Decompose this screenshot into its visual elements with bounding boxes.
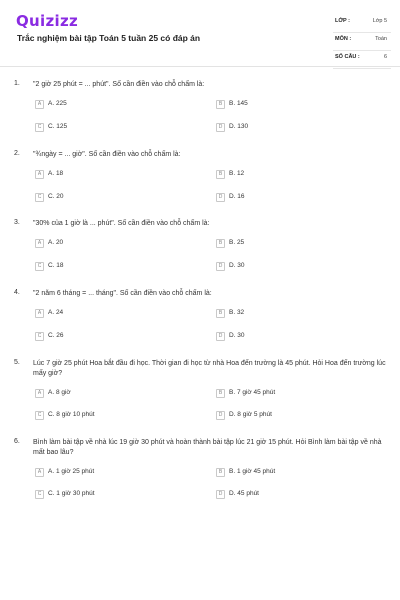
question-number: 6. (14, 438, 20, 445)
meta-key: SỐ CÂU : (335, 54, 360, 60)
option-label: B. 12 (229, 170, 245, 177)
option-label: A. 1 giờ 25 phút (48, 468, 95, 475)
question-number: 1. (14, 80, 20, 87)
meta-key: LỚP : (335, 18, 350, 24)
option-label: A. 18 (48, 170, 64, 177)
option-label: A. 24 (48, 309, 64, 316)
option-letter-box: B (216, 309, 225, 318)
option-letter-box: D (216, 193, 225, 202)
question-number: 2. (14, 150, 20, 157)
option-label: A. 20 (48, 239, 64, 246)
option-letter-box: B (216, 170, 225, 179)
option-label: D. 45 phút (229, 490, 259, 497)
option-label: C. 18 (48, 262, 64, 269)
option-label: A. 225 (48, 100, 67, 107)
option-label: B. 25 (229, 239, 245, 246)
question-number: 4. (14, 289, 20, 296)
option-letter-box: B (216, 239, 225, 248)
option-label: A. 8 giờ (48, 389, 71, 396)
option-letter-box: B (216, 389, 225, 398)
option-label: C. 8 giờ 10 phút (48, 411, 95, 418)
header-divider (0, 66, 400, 67)
meta-row-subject (333, 33, 391, 51)
option-label: D. 30 (229, 332, 245, 339)
option-label: D. 16 (229, 193, 245, 200)
option-label: D. 8 giờ 5 phút (229, 411, 272, 418)
quizizz-logo: Quizizz (16, 12, 79, 30)
question-text: Lúc 7 giờ 25 phút Hoa bắt đầu đi học. Thời gian đi học từ nhà Hoa đến trường là 45 phút. Hỏi Hoa đến trường lúc mấy giờ? (33, 360, 386, 377)
option-letter-box: B (216, 100, 225, 109)
question-number: 3. (14, 219, 20, 226)
option-label: B. 1 giờ 45 phút (229, 468, 276, 475)
question-text: "2 năm 6 tháng = ... tháng". Số cần điền vào chỗ chấm là: (33, 290, 212, 297)
option-label: B. 145 (229, 100, 248, 107)
question-number: 5. (14, 359, 20, 366)
meta-value: Lớp 5 (372, 18, 387, 24)
option-letter-box: C (35, 193, 44, 202)
option-label: B. 32 (229, 309, 245, 316)
option-letter-box: A (35, 239, 44, 248)
option-letter-box: A (35, 309, 44, 318)
question-text: Bình làm bài tập về nhà lúc 19 giờ 30 phút và hoàn thành bài tập lúc 21 giờ 15 phút. Hỏi Bình làm bài tập về nhà mất bao lâu? (33, 439, 382, 456)
option-label: C. 125 (48, 123, 68, 130)
question-text: "¾ngày = ... giờ". Số cần điền vào chỗ chấm là: (33, 151, 181, 158)
worksheet-title: Trắc nghiệm bài tập Toán 5 tuần 25 có đáp án (17, 33, 201, 43)
worksheet-meta (333, 15, 391, 69)
option-letter-box: C (35, 123, 44, 132)
option-letter-box: C (35, 332, 44, 341)
option-letter-box: D (216, 262, 225, 271)
option-letter-box: C (35, 490, 44, 499)
option-label: D. 130 (229, 123, 249, 130)
meta-value: 6 (383, 54, 387, 60)
option-label: C. 1 giờ 30 phút (48, 490, 95, 497)
option-letter-box: D (216, 332, 225, 341)
option-label: D. 30 (229, 262, 245, 269)
meta-value: Toán (375, 36, 387, 42)
option-label: B. 7 giờ 45 phút (229, 389, 276, 396)
option-letter-box: D (216, 411, 225, 420)
meta-key: MÔN : (335, 36, 352, 42)
option-letter-box: B (216, 468, 225, 477)
option-letter-box: A (35, 468, 44, 477)
option-letter-box: C (35, 411, 44, 420)
option-letter-box: D (216, 490, 225, 499)
option-label: C. 26 (48, 332, 64, 339)
option-letter-box: A (35, 170, 44, 179)
meta-row-class (333, 15, 391, 33)
option-letter-box: D (216, 123, 225, 132)
option-letter-box: A (35, 389, 44, 398)
option-label: C. 20 (48, 193, 64, 200)
question-text: "2 giờ 25 phút = ... phút". Số cần điền vào chỗ chấm là: (33, 81, 205, 88)
option-letter-box: A (35, 100, 44, 109)
question-text: "30% của 1 giờ là ... phút". Số cần điền vào chỗ chấm là: (33, 220, 210, 227)
option-letter-box: C (35, 262, 44, 271)
